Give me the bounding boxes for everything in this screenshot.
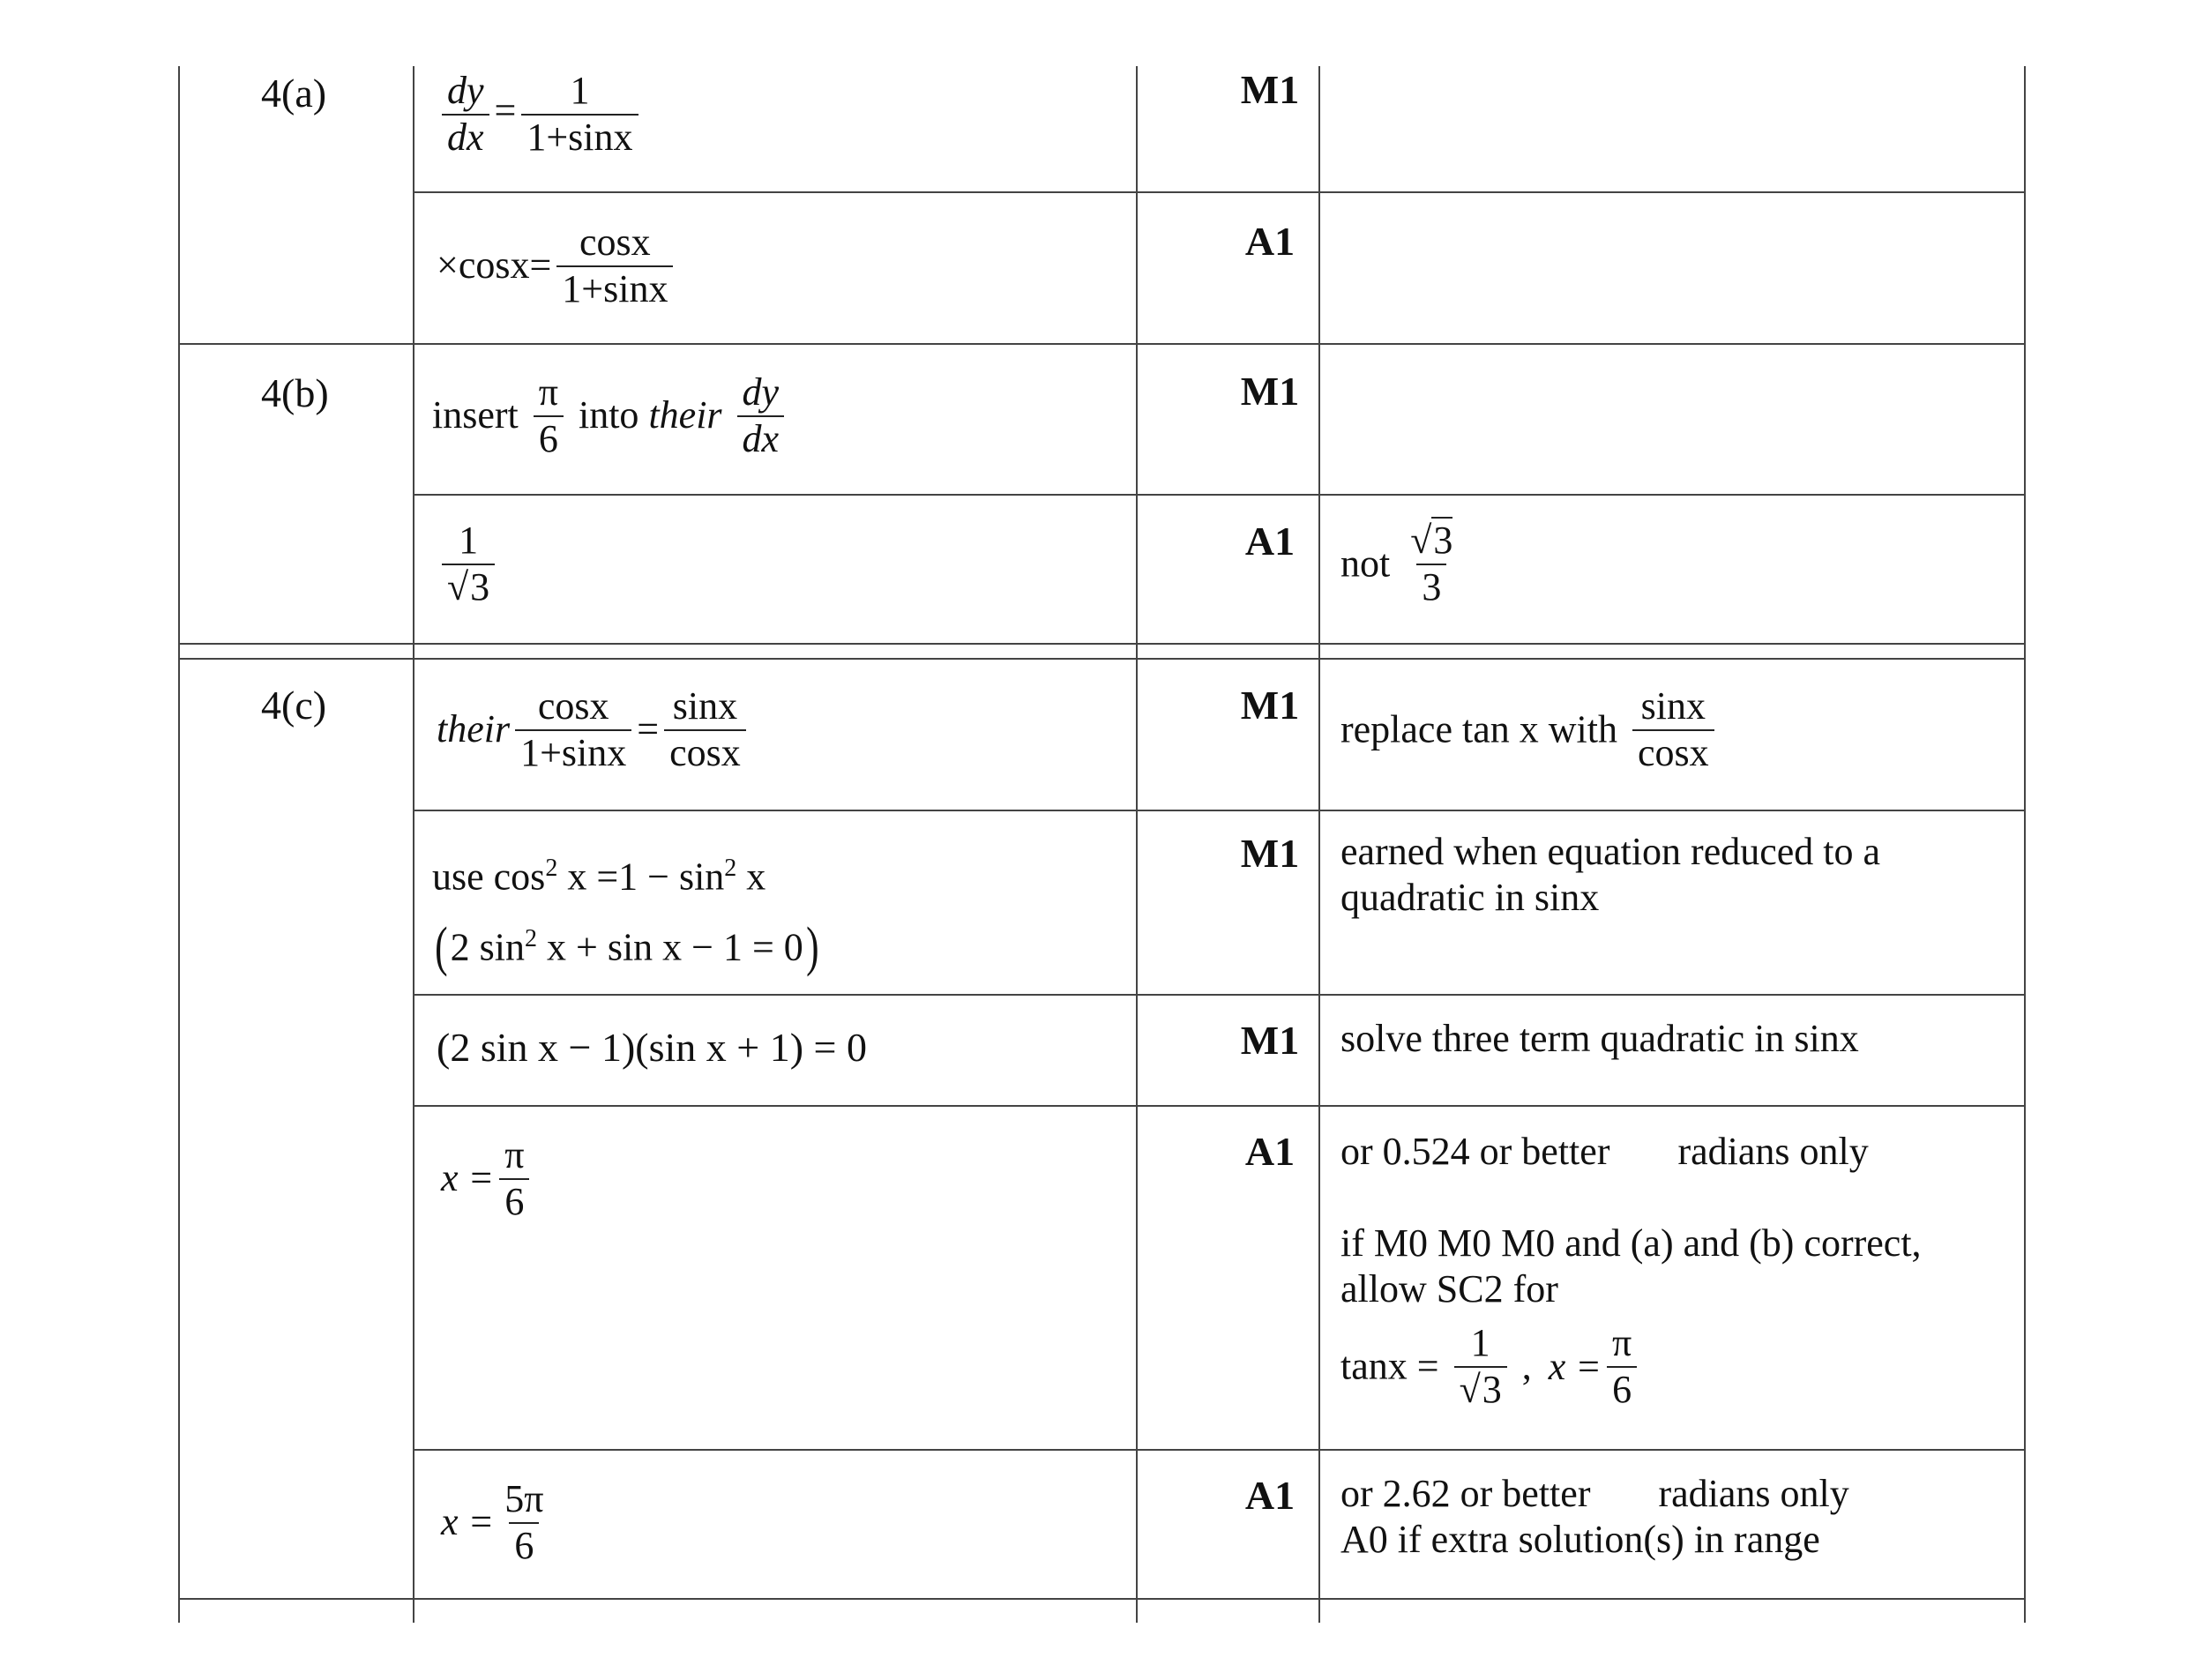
working-cell: x = $\frac{\pi}{6}$	[441, 1133, 534, 1224]
mark-label: M1	[1240, 683, 1300, 728]
row-divider	[413, 994, 2026, 996]
fraction: $\frac{1}{√3}$	[442, 519, 495, 609]
working-cell: $\frac{dy}{dx}$ = $\frac{1}{1+\sin x}$	[437, 69, 644, 160]
mark-label: A1	[1244, 1473, 1296, 1518]
working-cell: their $\frac{\cos x}{1+\sin x}$ = $\frac{\sin x}{\cos x}$	[437, 684, 751, 775]
sc2-condition: tanx = $\frac{1}{√3}$ , x = $\frac{\pi}{6}$	[1340, 1321, 1922, 1412]
working-cell: insert $\frac{\pi}{6}$ into their $\frac{dy}{dx}$	[432, 370, 789, 461]
fraction: $\frac{\sin x}{\cos x}$	[1632, 684, 1714, 775]
mark-label: A1	[1244, 1129, 1296, 1174]
mark-label: M1	[1240, 67, 1300, 112]
table-border-right	[2024, 66, 2026, 1623]
fraction: $\frac{dy}{dx}$	[737, 370, 785, 461]
working-cell: (2 sin x − 1)(sin x + 1) = 0	[437, 1025, 867, 1070]
comment-cell: or 2.62 or better radians only A0 if extra solution(s) in range	[1340, 1472, 1849, 1561]
fraction: $\frac{√3}{3}$	[1410, 519, 1453, 609]
row-divider	[178, 1598, 2026, 1600]
comment-cell: replace tan x with $\frac{\sin x}{\cos x}$	[1340, 684, 1720, 775]
mark-label: M1	[1240, 1018, 1300, 1063]
fraction: $\frac{\cos x}{1+\sin x}$	[556, 220, 673, 311]
working-line: use $\cos^2 x =1 - \sin^2 x$	[432, 855, 766, 899]
row-divider	[413, 494, 2026, 496]
fraction: $\frac{\sin x}{\cos x}$	[664, 684, 746, 775]
working-cell	[432, 838, 821, 978]
mark-label: A1	[1244, 519, 1296, 564]
table-border-left	[178, 66, 180, 1623]
working-cell: x = $\frac{5\pi}{6}$	[441, 1477, 554, 1568]
row-divider	[178, 343, 2026, 345]
comment-cell: solve three term quadratic in sinx	[1340, 1017, 1859, 1060]
fraction: $\frac{5\pi}{6}$	[504, 1477, 544, 1567]
table-border-col2	[1136, 66, 1138, 1623]
fraction: $\frac{\pi}{6}$	[1607, 1321, 1637, 1412]
square-root: √3	[1459, 1367, 1502, 1411]
fraction: $\frac{\cos x}{1+\sin x}$	[515, 684, 631, 775]
question-number: 4(a)	[261, 71, 327, 116]
square-root: √3	[1410, 519, 1453, 562]
fraction: $\frac{\pi}{6}$	[499, 1133, 529, 1224]
working-line: (2 $\sin^2 x + \sin x - 1 = 0$)	[435, 917, 819, 978]
comment-cell: or 0.524 or better radians only if M0 M0 M0 and (a) and (b) correct, allow SC2 for tanx = $\frac{1}{√3}$ , x = $\frac{\pi}{6}$	[1340, 1130, 1922, 1411]
working-cell	[437, 519, 500, 609]
row-divider	[413, 191, 2026, 193]
working-cell: ×cosx= $\frac{\cos x}{1+\sin x}$	[437, 220, 678, 311]
question-number: 4(c)	[261, 683, 327, 728]
row-divider	[413, 1105, 2026, 1107]
row-divider	[413, 810, 2026, 811]
square-root: √3	[447, 564, 490, 609]
question-number: 4(b)	[261, 370, 329, 415]
mark-label: M1	[1240, 831, 1300, 876]
comment-cell: not $\frac{√3}{3}$	[1340, 519, 1463, 609]
comment-cell: earned when equation reduced to a quadratic in sinx	[1340, 830, 1881, 919]
table-border-col1	[413, 66, 414, 1623]
mark-label: A1	[1244, 219, 1296, 264]
mark-label: M1	[1240, 369, 1300, 414]
row-divider	[413, 1449, 2026, 1451]
fraction: $\frac{1}{1+\sin x}$	[521, 69, 638, 160]
fraction: $\frac{1}{√3}$	[1454, 1321, 1507, 1412]
row-divider	[178, 658, 2026, 660]
fraction: $\frac{dy}{dx}$	[442, 69, 489, 160]
row-divider	[178, 643, 2026, 645]
fraction: $\frac{\pi}{6}$	[534, 370, 564, 461]
